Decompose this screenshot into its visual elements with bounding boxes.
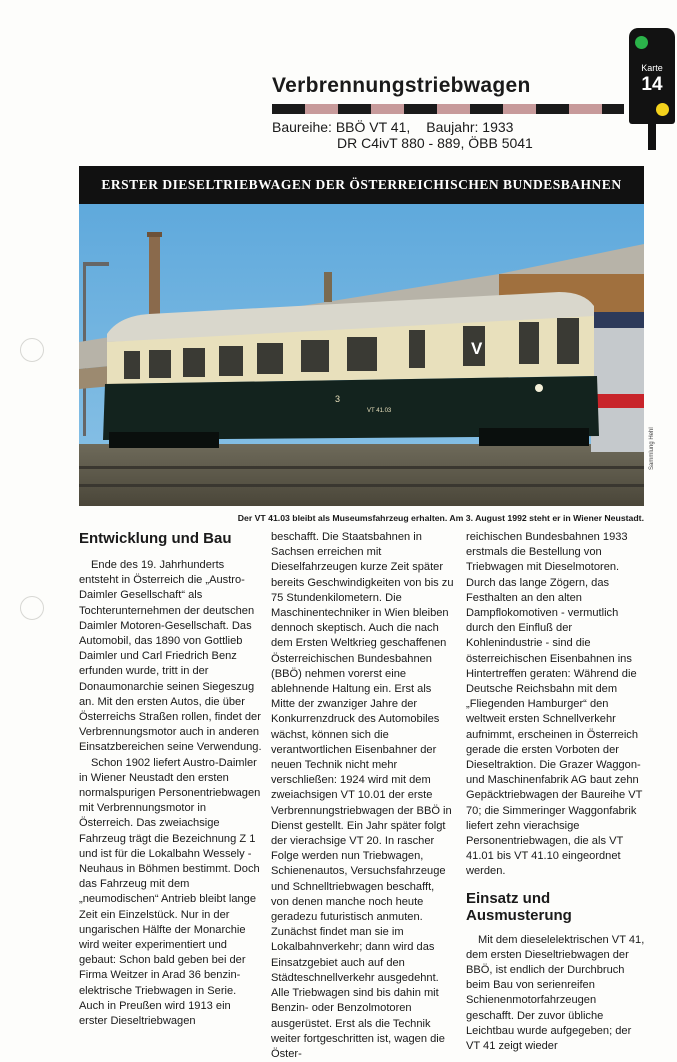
hole-punch bbox=[20, 596, 44, 620]
article-column-1 bbox=[79, 530, 262, 1029]
car-number-mark: VT 41.03 bbox=[367, 408, 392, 414]
year-line: Baujahr: 1933 bbox=[426, 119, 514, 135]
article-column-3 bbox=[466, 530, 646, 1054]
paragraph: reichischen Bundesbahnen 1933 erstmals die Bestellung von Triebwagen mit Dieselmotoren. Durch das lange Zögern, das Festhalten an den alten Dampflokomotiven - vermutlich durch den Einfluß der Kohlenindustrie - sind die österreichischen Eisenbahnen ins Hintertreffen geraten: Während die Deutsche Reichsbahn mit dem „Fliegenden Hamburger“ den weltweit ersten Schnellverkehr aufnimmt, erscheinen in Österreich gerade die ersten Vorboten der Dieseltraktion. Die Grazer Waggon- und Maschinenfabrik AG baut zehn Gepäcktriebwagen der Baureihe VT 70; die Simmeringer Waggonfabrik liefert zehn vierachsige Personentriebwagen, die als VT 41.01 bis VT 41.10 eingeordnet werden. bbox=[466, 531, 643, 878]
class-mark: 3 bbox=[335, 394, 341, 404]
green-lamp-icon bbox=[635, 36, 648, 49]
paragraph: Schon 1902 liefert Austro-Daimler in Wiener Neustadt den ersten normalspurigen Personentriebwagen mit Verbrennungsmotor in Österreich. Das zweiachsige Fahrzeug trägt die Bezeichnung Z 1 und ist für die Lokalbahn Wessely - Neuhaus in Böhmen bestimmt. Doch das Fahrzeug mit dem „neumodischen“ Antrieb bleibt lange Zeit ein Einzelstück. Nur in der ungarischen Hälfte der Monarchie wird weiter experimentiert und gebaut: Schon bald geben bei der Firma Weitzer in Arad 36 benzin-elektrische Triebwagen in Serie. Auch in Preußen wird 1913 ein erster Dieseltriebwagen bbox=[79, 756, 261, 1028]
page-title: Verbrennungstriebwagen bbox=[272, 74, 531, 97]
paragraph: Mit dem dieselelektrischen VT 41, dem ersten Dieseltriebwagen der BBÖ, ist endlich der Durchbruch beim Bau von serienreifen Schienenmotorfahrzeugen geschafft. Der zuvor übliche Leichtbau wurde aufgegeben; der VT 41 zeigt wieder bbox=[466, 933, 645, 1053]
signal-card-marker bbox=[629, 28, 675, 124]
paragraph: beschafft. Die Staatsbahnen in Sachsen erreichen mit Dieselfahrzeugen kurze Zeit später bereits Geschwindigkeiten von bis zu 75 Stundenkilometern. Die Maschinentechniker in Wien bleiben dennoch skeptisch. Auch die nach dem Ersten Weltkrieg geschaffenen Österreichischen Bundesbahnen (BBÖ) nehmen vorerst eine ablehnende Haltung ein. Erst als Mitte der zwanziger Jahre der Konkurrenzdruck des Automobiles wächst, können sich die verantwortlichen Eisenbahner der neuen Technik nicht mehr verschließen: 1924 wird mit dem zweiachsigen VT 10.01 der erste Verbrennungstriebwagen der BBÖ in Dienst gestellt. Ein Jahr später folgt der vierachsige VT 20. In rascher Folge werden nun Triebwagen, Schienenautos, Versuchsfahrzeuge und Schnelltriebwagen beschafft, von denen manche noch heute geradezu futuristisch anmuten. Zunächst findet man sie im Lokalbahnverkehr; dann wird das Einsatzgebiet auch auf den Städteschnellverkehr ausgedehnt. Alle Triebwagen sind bis dahin mit Benzin- oder Benzolmotoren ausgerüstet. Erst als die Technik weiter fortgeschritten ist, wagen die Öster- bbox=[271, 531, 454, 1060]
photo-caption: Der VT 41.03 bleibt als Museumsfahrzeug erhalten. Am 3. August 1992 steht er in Wiener Neustadt. bbox=[237, 513, 644, 523]
article-column-2 bbox=[271, 530, 454, 1062]
section-heading: Einsatz und Ausmusterung bbox=[466, 889, 572, 924]
card-label: Karte bbox=[641, 63, 663, 73]
yellow-lamp-icon bbox=[656, 103, 669, 116]
series-line: Baureihe: BBÖ VT 41, bbox=[272, 119, 411, 135]
hole-punch bbox=[20, 338, 44, 362]
railcar-photo bbox=[79, 204, 644, 506]
section-banner: ERSTER DIESELTRIEBWAGEN DER ÖSTERREICHISCHEN BUNDESBAHNEN bbox=[79, 166, 644, 204]
series-and-year bbox=[272, 119, 513, 135]
title-stripe-bar bbox=[272, 104, 624, 114]
section-heading: Entwicklung und Bau bbox=[79, 530, 232, 547]
door-v-mark: V bbox=[471, 339, 483, 358]
card-number: 14 bbox=[641, 74, 663, 95]
paragraph: Ende des 19. Jahrhunderts entsteht in Österreich die „Austro-Daimler Gesellschaft“ als Tochterunternehmen der deutschen Daimler Motoren-Gesellschaft. Das Automobil, das 1890 von Gottlieb Daimler und Carl Friedrich Benz erfunden wurde, tritt in der Donaumonarchie seinen Siegeszug an. Mit den ersten Autos, die über Österreichs Straßen rollen, findet der Verbrennungsmotor auch in anderen Einsatzbereichen seine Verwendung. bbox=[79, 559, 262, 754]
photo-credit: Sammlung Hehl bbox=[649, 427, 655, 470]
designations: DR C4ivT 880 - 889, ÖBB 5041 bbox=[337, 135, 533, 151]
